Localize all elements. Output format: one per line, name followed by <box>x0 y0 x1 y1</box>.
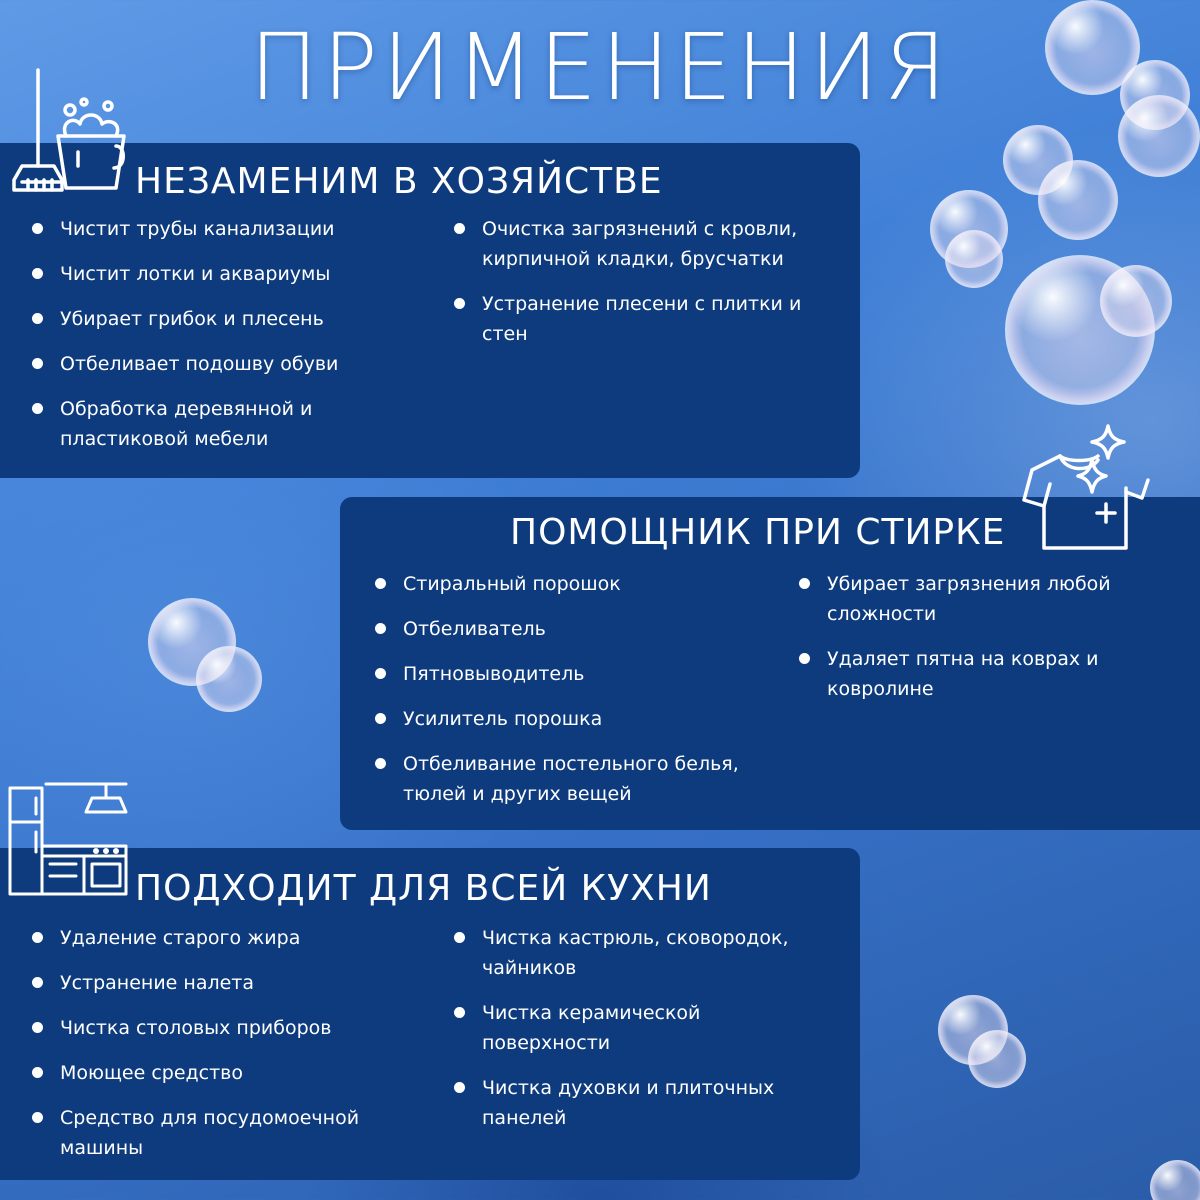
list-item: Пятновыводитель <box>373 659 793 689</box>
laundry-right-list <box>797 569 1157 719</box>
bubble-decoration <box>968 1030 1026 1088</box>
list-item: Чистка керамической поверхности <box>452 998 752 1058</box>
list-item: Устранение плесени с плитки и стен <box>452 289 812 349</box>
list-item: Отбеливатель <box>373 614 793 644</box>
bubble-decoration <box>1100 265 1172 337</box>
list-item: Чистка кастрюль, сковородок, чайников <box>452 923 827 983</box>
list-item: Чистит трубы канализации <box>30 214 410 244</box>
list-item: Чистит лотки и аквариумы <box>30 259 410 289</box>
list-item: Чистка столовых приборов <box>30 1013 410 1043</box>
laundry-left-list <box>373 569 793 824</box>
bubble-decoration <box>1150 1160 1200 1200</box>
list-item: Отбеливание постельного белья, тюлей и других вещей <box>373 749 793 809</box>
bubble-decoration <box>196 646 262 712</box>
kitchen-right-list <box>452 923 832 1148</box>
list-item: Стиральный порошок <box>373 569 793 599</box>
kitchen-left-list <box>30 923 410 1178</box>
list-item: Средство для посудомоечной машины <box>30 1103 400 1163</box>
list-item: Удаление старого жира <box>30 923 410 953</box>
list-item: Моющее средство <box>30 1058 410 1088</box>
clean-tshirt-icon <box>1020 418 1155 553</box>
list-item: Очистка загрязнений с кровли, кирпичной кладки, брусчатки <box>452 214 832 274</box>
list-item: Убирает грибок и плесень <box>30 304 410 334</box>
bubble-decoration <box>1038 160 1118 240</box>
list-item: Убирает загрязнения любой сложности <box>797 569 1157 629</box>
laundry-panel-title: ПОМОЩНИК ПРИ СТИРКЕ <box>510 512 1006 553</box>
kitchen-icon <box>6 780 131 900</box>
household-right-list <box>452 214 832 364</box>
broom-bucket-icon <box>8 66 133 196</box>
page-title: ПРИМЕНЕНИЯ <box>249 14 951 121</box>
household-panel-title: НЕЗАМЕНИМ В ХОЗЯЙСТВЕ <box>135 161 663 202</box>
list-item: Обработка деревянной и пластиковой мебели <box>30 394 360 454</box>
bubble-decoration <box>945 230 1003 288</box>
list-item: Устранение налета <box>30 968 410 998</box>
list-item: Усилитель порошка <box>373 704 793 734</box>
household-left-list <box>30 214 410 469</box>
list-item: Удаляет пятна на коврах и ковролине <box>797 644 1127 704</box>
list-item: Чистка духовки и плиточных панелей <box>452 1073 812 1133</box>
kitchen-panel-title: ПОДХОДИТ ДЛЯ ВСЕЙ КУХНИ <box>135 868 712 909</box>
list-item: Отбеливает подошву обуви <box>30 349 410 379</box>
